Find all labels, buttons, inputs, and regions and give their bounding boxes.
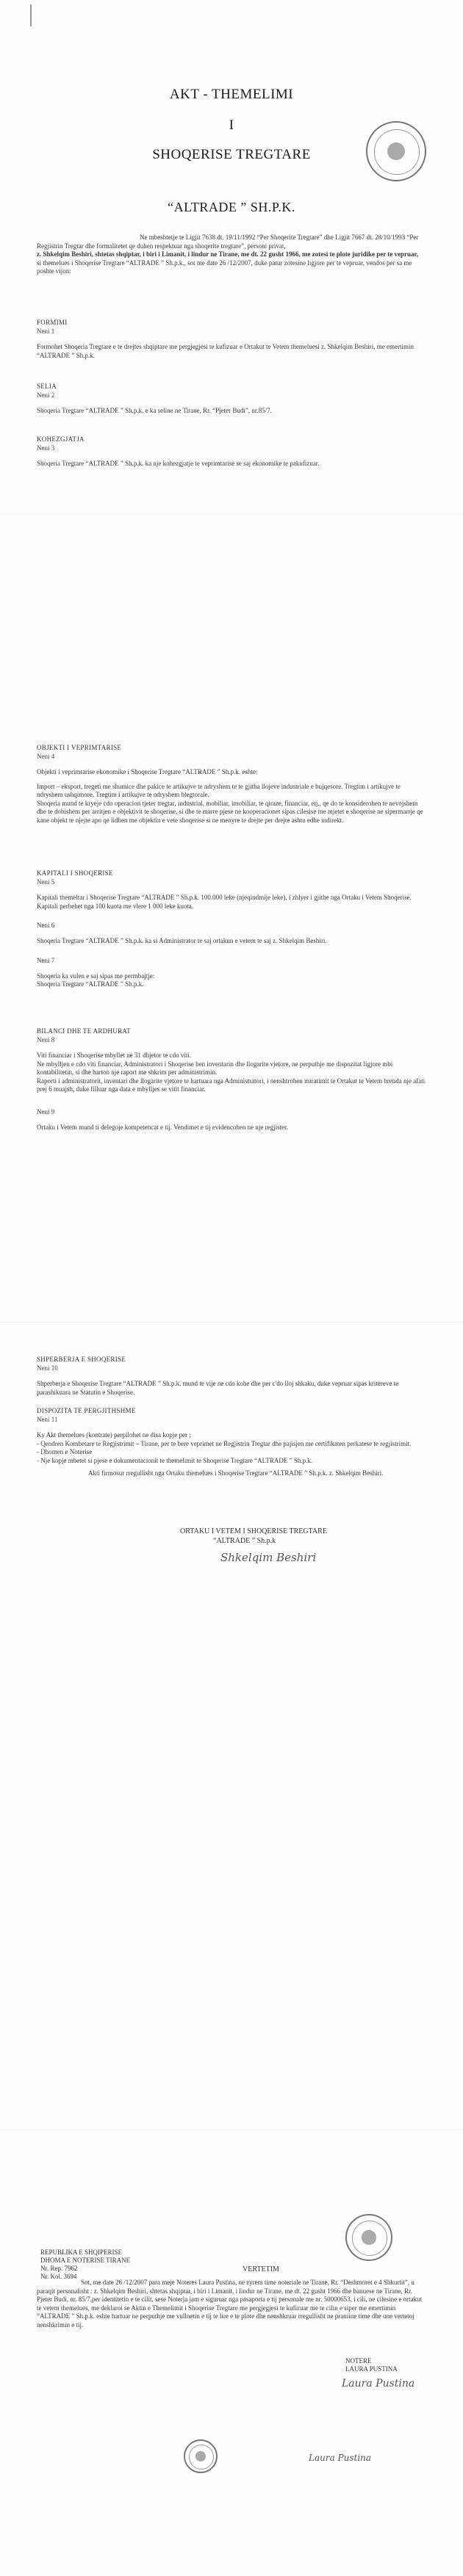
intro-paragraph: Ne mbeshtetje te Ligjit 7638 dt. 19/11/1992 “Per Shoqerite Tregtare” dhe Ligjit 7667 dt. 28/10/1993 “Per Regjistrin Tregtar dhe formalitetet qe duhen respektuar nga shoqerite tregtare”, personi privat, (37, 234, 419, 250)
notary-certification-text: Sot, me date 26 /12/2007 para meje Noteres Laura Pustina, ne zyrem time noteriale ne Tirane, Rr. “Deshmoret e 4 Shkurtit”, u paraqit personalisht : z. Shkelqim Beshiri, shtetas shqiptar, i biri i Limanit, i lindur ne Tirane, me dt. 22 gusht 1966 dhe banuese ne Tirane, Rr. Pjeter Budi, nr. 85/7,per identitetin e te cilit, sese Noterja jam e siguruar nga pasaporta e tij personale me nr. 50000653, i cili, ne cilesine e ortakut te vetem themelues, me deklaroi se Aktin e Themelimit i Shoqerise Tregtare me pergjegjesi te kufizuar me te cilin e siper me emertimin “ALTRADE ” Sh.p.k. eshte hartuar ne perputhje me vullnetin e tij te lire e te plote dhe nenshkruar rregullisht ne praniine time dhe une vertetoj nenshkrimin e tij. (37, 2279, 423, 2329)
section-title: KOHEZGJATJA (37, 435, 85, 443)
company-name: “ALTRADE ” SH.P.K. (168, 200, 295, 214)
notary-label: NOTERE (345, 2357, 372, 2365)
article-text: Shoqeria Tregtare “ALTRADE ” Sh.p.k. ka si Administrator te saj ortakun e vetem te saj z. Shkelqim Beshiri. (37, 937, 327, 944)
article-text: Shoqeria Tregtare “ALTRADE ” Sh.p.k. ka nje kohezgjatje te veprimtarise se saj ekonomike te pakufizuar. (37, 460, 320, 467)
section-kohezgjatja (37, 435, 426, 468)
section-bilanci (37, 1027, 426, 1132)
page-divider (0, 514, 463, 515)
sole-partner-company: “ALTRADE ” Sh.p.k (213, 1537, 276, 1545)
article-text: Ortaku i Vetem mund ti delegoje kompetencat e tij. Vendimet e tij evidencohen ne nje regjister. (37, 1123, 288, 1131)
section-title: BILANCI DHE TE ARDHURAT (37, 1027, 131, 1035)
article-number: Neni 6 (37, 922, 55, 929)
article-text: Ky Akt themelues (kontrate) perpilohet ne disa kopje per : (37, 1431, 191, 1439)
notary-signature: Laura Pustina (309, 2453, 372, 2463)
section-title: FORMIMI (37, 319, 68, 326)
article-number: Neni 9 (37, 1107, 55, 1115)
doc-title-line3: SHOQERISE TREGTARE (152, 147, 311, 162)
article-text: Shperberja e Shoqerise Tregtare “ALTRADE ” Sh.p.k. mund te vije ne cdo kohe dhe per c'do lloj shkaku, duke vepruar sipas kritereve te parashikuara ne Statutin e Shoqerise. (37, 1380, 399, 1396)
section-title: SELIA (37, 383, 57, 390)
article-text: Shoqeria Tregtare “ALTRADE ” Sh.p.k. (37, 980, 144, 988)
section-objekti (37, 743, 426, 825)
article-text: - Nje kopje mbetet si pjese e dokumentacionit te themelimit te Shoqerise Tregtare “ALTRADE ” Sh.p.k. (37, 1456, 313, 1464)
official-stamp (366, 121, 426, 181)
article-number: Neni 5 (37, 878, 55, 886)
section-selia (37, 382, 426, 416)
article-text: Objekti i veprimtarise ekonomike i Shoqerise Tregtare “ALTRADE ” Sh.p.k. eshte: (37, 768, 258, 775)
republic-label: REPUBLIKA E SHQIPERISE (40, 2248, 123, 2256)
intro-decision: si themelues i Shoqerise Tregtare “ALTRADE ” Sh.p.k., sot me date 26 /12/2007, duke patur zotesine ligjore per te vepruar, vendos per sa me poshte vijon: (37, 258, 412, 275)
founder-paragraph: z. Shkelqim Beshiri, shtetas shqiptar, i biri i Limanit, i lindur ne Tirane, me dt. 22 gusht 1966, me zotesi te plote juridike per te vepruar, (37, 250, 418, 258)
chamber-label: DHOMA E NOTERISE TIRANE (40, 2257, 131, 2264)
article-number: Neni 4 (37, 753, 55, 760)
article-text: - Dhomen e Noterise (37, 1448, 93, 1455)
certificate-heading: VERTETIM (243, 2265, 279, 2273)
doc-title-line2: I (229, 117, 234, 133)
article-text: Formohet Shoqeria Tregtare e te drejtes shqiptare me pergjegjesi te kufizuar e Ortakut te Vetem themeluesi z. Shkelqim Beshiri, me emertimin “ALTRADE ” Sh.p.k. (37, 343, 414, 359)
section-dispozita (37, 1406, 426, 1478)
doc-title-line1: AKT - THEMELIMI (169, 87, 294, 102)
section-kapitali (37, 869, 426, 989)
article-text: Ne mbylljen e cdo viti financiar, Administratori i Shoqerise ben inventarin dhe llogarite vjetore, ne perputhje me dispozitat ligjore mbi kontabilitetin, si dhe harton nje raport me shkrim per administrimin. (37, 1060, 393, 1076)
article-number: Neni 1 (37, 328, 55, 335)
section-title: SHPERBERJA E SHOQERISE (37, 1356, 126, 1363)
notary-stamp (345, 2214, 392, 2261)
article-text: Shoqeria mund te kryeje cdo operacion tjeter tregtar, industrial, mobiliar, imobiliar, te qiraze, financiar, etj., qe do te konsiderohen te nevojshem dhe te dobishem per arritjen e objektivit te shoqerise, si dhe te marre pjese ne kooperacionet sipas cilesise me mjetet e shoqerise ne sipermarrje qe kane objekt te njejte apo qe lidhen me objektin e vete shoqerise si ne menyre te drejte per drejte ashtu edhe indirekt. (37, 799, 423, 824)
article-number: Neni 11 (37, 1416, 58, 1423)
section-title: OBJEKTI I VEPRIMTARISE (37, 744, 122, 751)
page-4 (0, 2130, 463, 2576)
article-number: Neni 3 (37, 444, 55, 452)
article-text: Viti financiar i Shoqerise mbyllet ne 31 dhjetor te cdo viti. (37, 1052, 192, 1059)
article-text: Shoqeria ka vulen e saj sipas me permbajtje: (37, 972, 155, 980)
notary-header (40, 2248, 130, 2281)
kol-number: Nr. Kol. 3694 (40, 2273, 77, 2280)
page-divider (0, 1322, 463, 1323)
intro-block (37, 234, 426, 276)
section-shperberja (37, 1355, 426, 1397)
notary-title (345, 2357, 398, 2373)
article-number: Neni 2 (37, 391, 55, 399)
article-number: Neni 7 (37, 956, 55, 964)
rep-number: Nr. Rep. 7962 (40, 2265, 78, 2272)
article-text: Akti firmosur rregullisht nga Ortaku themelues i Shoqerise Tregtare “ALTRADE ” Sh.p.k. z. Shkelqim Beshiri. (88, 1469, 384, 1477)
notary-text-block (37, 2279, 426, 2329)
article-text: Shoqeria Tregtare “ALTRADE ” Sh.p.k. e ka seline ne Tirane, Rr. “Pjeter Budi”, nr.85/7. (37, 407, 272, 414)
article-text: - Qendren Kombetare te Regjistrimit – Tirane, per te bere veprimet ne Regjistrin Tregtar dhe pajisjen me certifikaten perkatese te regjistrimit. (37, 1439, 412, 1447)
notary-signature: Laura Pustina (342, 2378, 415, 2389)
notary-name: LAURA PUSTINA (345, 2365, 398, 2373)
article-number: Neni 8 (37, 1036, 55, 1043)
section-title: KAPITALI I SHOQERISE (37, 869, 113, 877)
sole-partner-label: ORTAKU I VETEM I SHOQERISE TREGTARE (180, 1527, 327, 1535)
notary-stamp (184, 2439, 218, 2473)
section-formimi (37, 318, 426, 360)
article-number: Neni 10 (37, 1364, 58, 1372)
article-text: Kapitali themeltar i Shoqerise Tregtare “ALTRADE ” Sh.p.k. 100.000 leke (njeqindmije leke), i zhlyer i gjithe nga Ortaku i Vetem Shoqerise. Kapitali perbehet nga 100 kuota me vlere 1 000 leke kuota. (37, 894, 412, 910)
section-title: DISPOZITA TE PERGJITHSHME (37, 1407, 136, 1414)
article-text: Raporti i administratorit, inventari dhe llogarite vjetore te hartuara nga Administratori, i nenshtrohen miratimit te Ortakut te Vetem brenda nje afati prej 6 muajsh, duke filluar nga data e mbylljes se vitit financiar. (37, 1077, 426, 1093)
partner-signature: Shkelqim Beshiri (220, 1551, 317, 1564)
article-text: Import – eksport, tregeti me shumice dhe pakice te artikujve te ndryshem te te gjitha llojeve industriale e bujqesore. Tregtim i artikujve te ndryshem ushqimore. Tregtim i artikujve te ndryshem blegtorale. (37, 782, 401, 798)
binder-mark (30, 4, 32, 26)
